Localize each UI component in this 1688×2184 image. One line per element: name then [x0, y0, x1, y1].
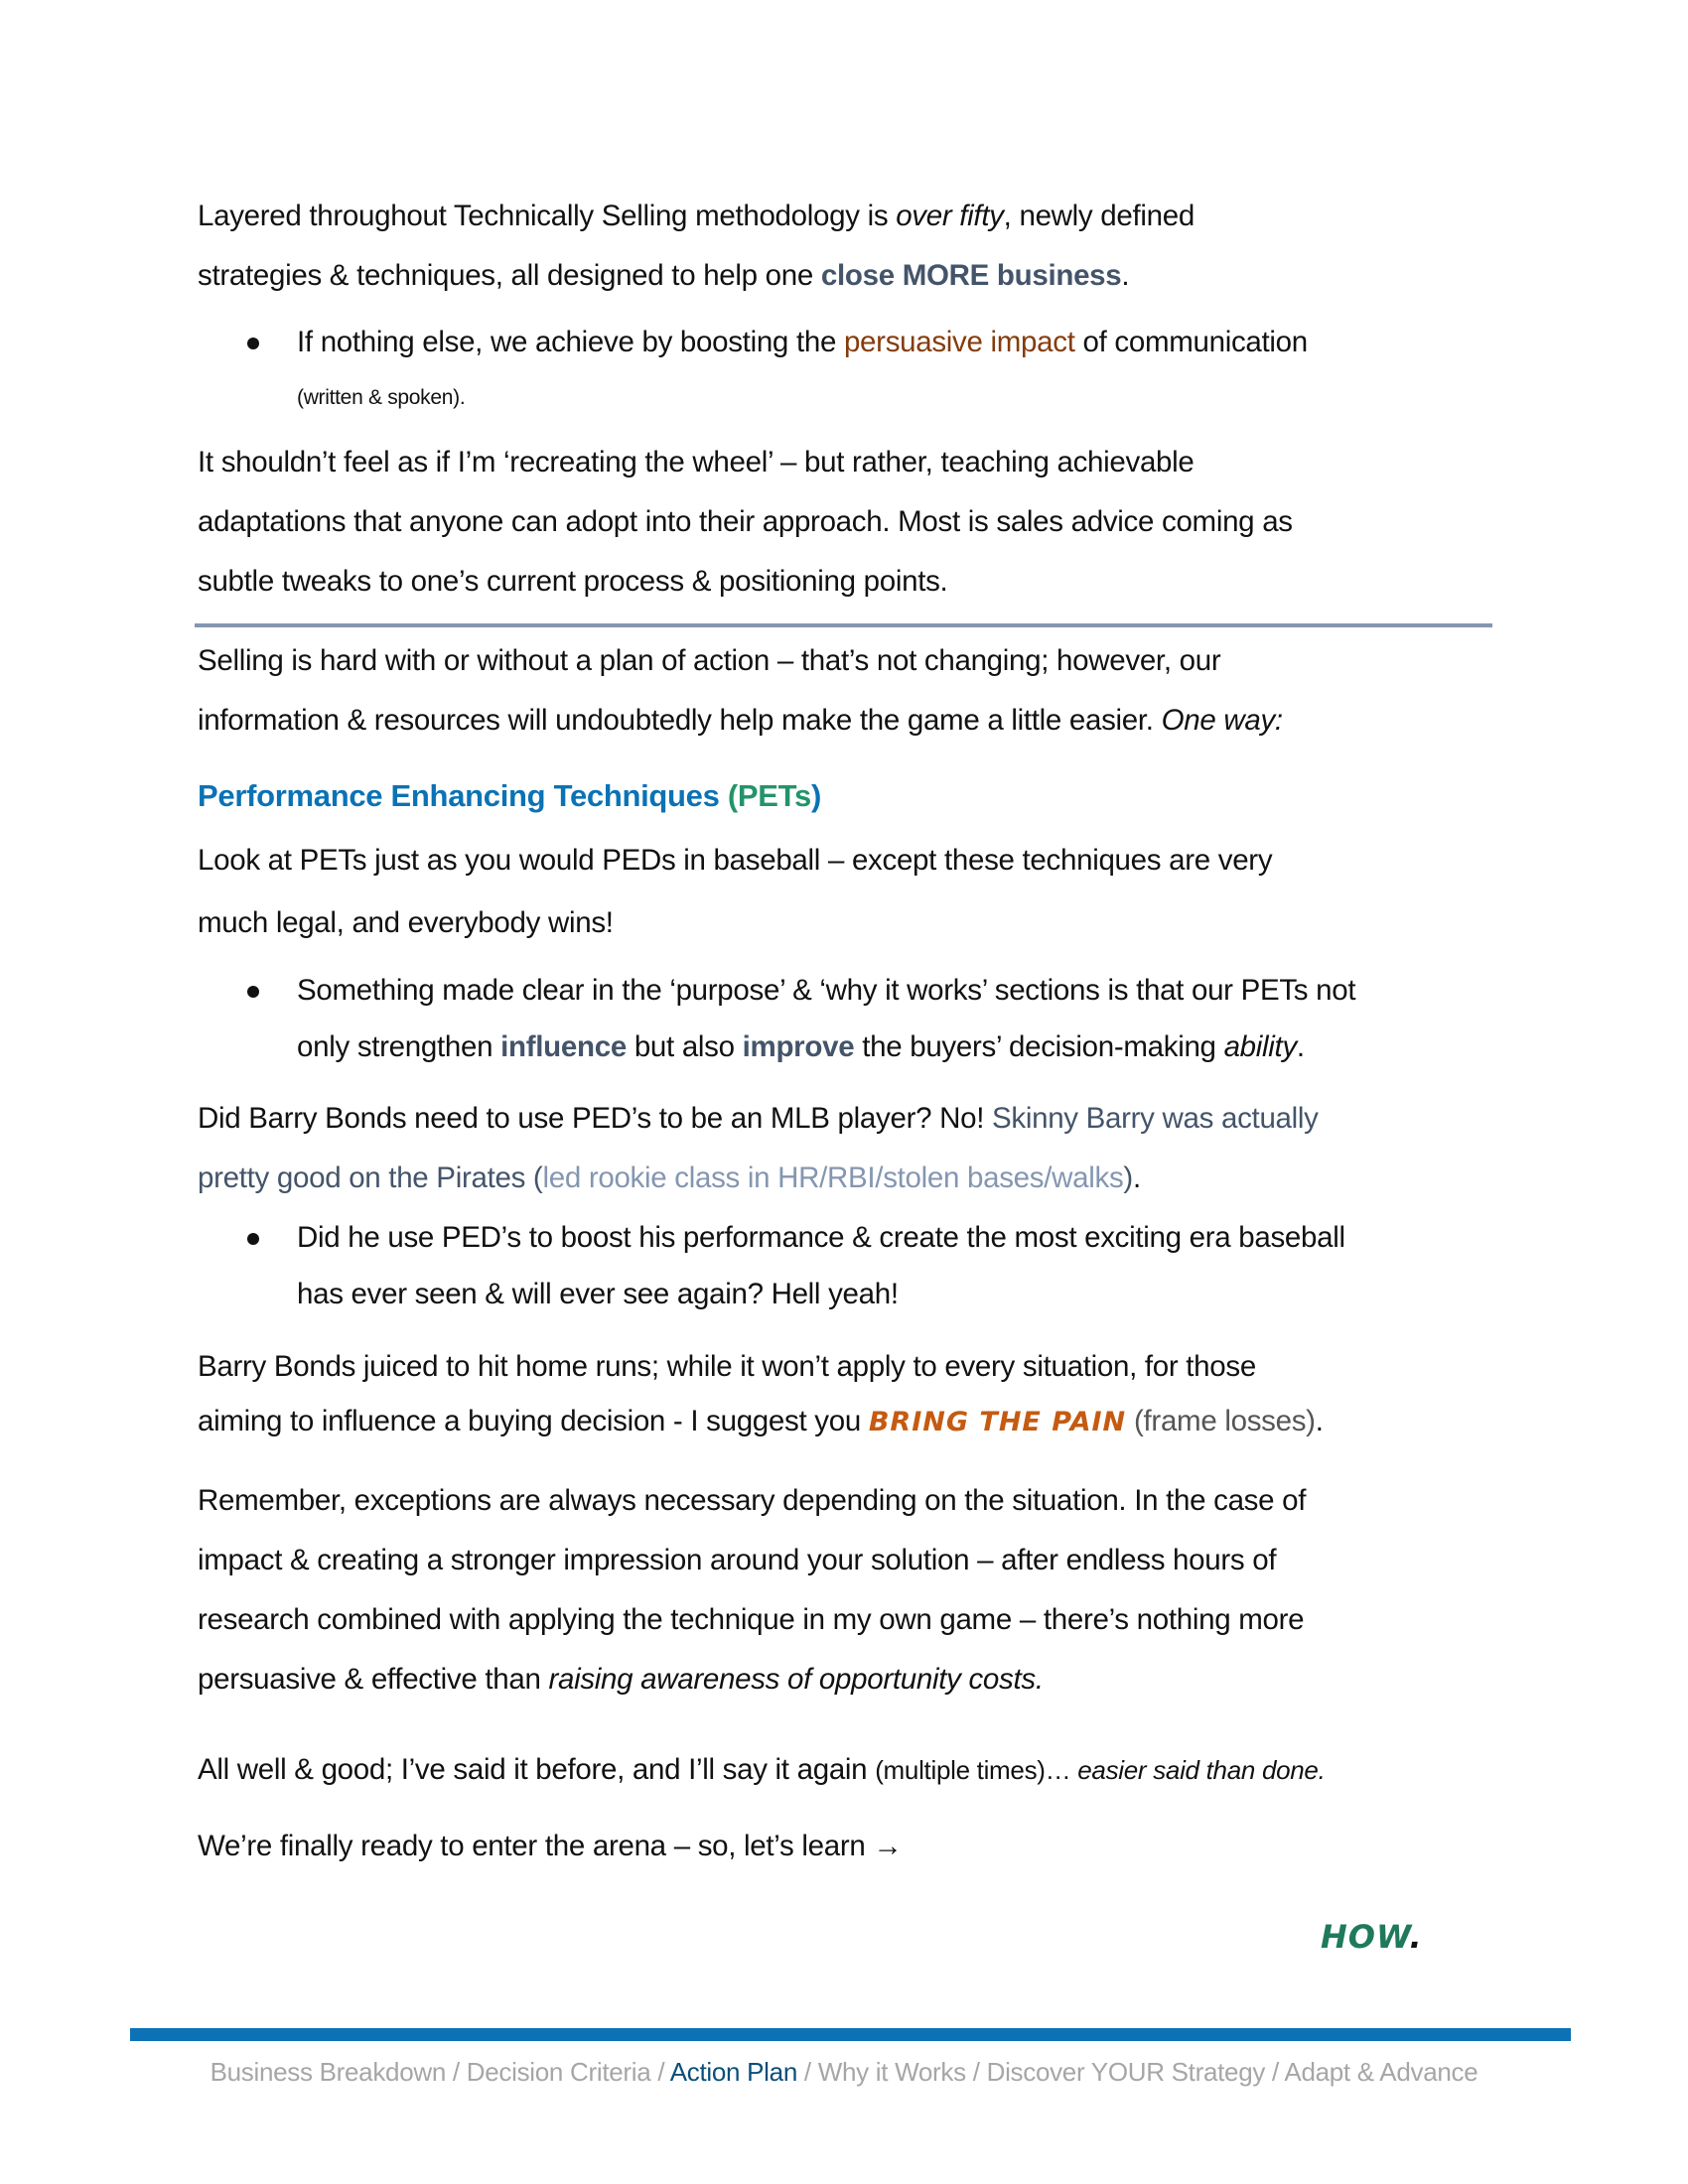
bullet-communication [297, 323, 1308, 362]
how-label [1321, 1918, 1423, 1956]
heading-accent-pets: PETs [737, 778, 811, 813]
paragraph-juiced-line-2 [198, 1402, 1324, 1442]
text: the buyers’ decision-making [854, 1030, 1224, 1063]
separator: / [446, 2057, 467, 2087]
paragraph-exceptions-line-4 [198, 1660, 1044, 1700]
text: strategies & techniques, all designed to help one [198, 259, 821, 292]
highlight-pirates: pretty good on the Pirates ( [198, 1161, 543, 1194]
heading-text: Performance Enhancing Techniques [198, 778, 728, 813]
how-dot: . [1409, 1918, 1423, 1956]
text: Layered throughout Technically Selling methodology is [198, 200, 897, 232]
text: of communication [1074, 326, 1308, 358]
bullet-icon [247, 1233, 259, 1245]
text: aiming to influence a buying decision - I suggest you [198, 1405, 869, 1437]
text: All well & good; I’ve said it before, and I’ll say it again [198, 1753, 876, 1786]
text: . [1296, 1030, 1305, 1063]
bullet-purpose-line-2 [297, 1027, 1305, 1067]
footer-nav-item-business-breakdown[interactable]: Business Breakdown [210, 2057, 446, 2087]
text: information & resources will undoubtedly help make the game a little easier. [198, 704, 1162, 737]
text: We’re finally ready to enter the arena – so, let’s learn [198, 1830, 874, 1862]
text: only strengthen [297, 1030, 501, 1063]
paragraph-arena [198, 1827, 903, 1866]
emphasis-over-fifty: over fifty [896, 200, 1004, 232]
bullet-era-line-1: Did he use PED’s to boost his performance & create the most exciting era baseball [297, 1221, 1345, 1254]
how-text: HOW [1321, 1918, 1410, 1956]
heading-paren: ) [810, 778, 821, 813]
section-divider [195, 623, 1492, 627]
separator: / [650, 2057, 670, 2087]
emphasis-one-way: One way: [1161, 704, 1283, 737]
text: Did Barry Bonds need to use PED’s to be an MLB player? No! [198, 1102, 993, 1135]
paragraph-wheel-line-1: It shouldn’t feel as if I’m ‘recreating the wheel’ – but rather, teaching achievable [198, 446, 1195, 478]
footer-breadcrumb-nav [0, 2057, 1688, 2088]
note-rookie-stats: led rookie class in HR/RBI/stolen bases/walks [542, 1161, 1124, 1194]
text: If nothing else, we achieve by boosting the [297, 326, 844, 358]
emphasis-ability: ability [1223, 1030, 1297, 1063]
paragraph-exceptions-line-2: impact & creating a stronger impression around your solution – after endless hours of [198, 1544, 1277, 1576]
note-frame-losses: (frame losses) [1126, 1405, 1316, 1437]
text: . [1132, 1161, 1141, 1194]
highlight-close-more-business: close MORE business [820, 259, 1122, 292]
bullet-icon [247, 338, 259, 349]
arrow-right-icon: → [873, 1830, 903, 1862]
paragraph-peds-line-1: Look at PETs just as you would PEDs in baseball – except these techniques are very [198, 844, 1273, 877]
text: , newly defined [1003, 200, 1195, 232]
emphasis-opportunity-costs: raising awareness of opportunity costs. [548, 1663, 1044, 1696]
highlight-influence: influence [500, 1030, 627, 1063]
text: persuasive & effective than [198, 1663, 549, 1696]
paragraph-exceptions-line-3: research combined with applying the technique in my own game – there’s nothing more [198, 1603, 1305, 1636]
highlight-improve: improve [742, 1030, 855, 1063]
footer-nav-item-decision-criteria[interactable]: Decision Criteria [466, 2057, 651, 2087]
text: ) [1123, 1161, 1133, 1194]
note-multiple-times: (multiple times)… [875, 1755, 1078, 1785]
footer-nav-item-why-it-works[interactable]: Why it Works [817, 2057, 966, 2087]
highlight-skinny-barry: Skinny Barry was actually [992, 1102, 1319, 1135]
paragraph-intro-line-1 [198, 197, 1195, 236]
bullet-communication-note: (written & spoken). [297, 386, 466, 409]
bullet-purpose-line-1: Something made clear in the ‘purpose’ & ‘why it works’ sections is that our PETs not [297, 974, 1356, 1007]
separator: / [796, 2057, 818, 2087]
text: . [1315, 1405, 1324, 1437]
footer-accent-bar [130, 2028, 1571, 2041]
paragraph-peds-line-2: much legal, and everybody wins! [198, 906, 614, 939]
paragraph-selling-line-2 [198, 701, 1283, 741]
heading-paren: ( [727, 778, 738, 813]
paragraph-selling-line-1: Selling is hard with or without a plan of action – that’s not changing; however, our [198, 644, 1221, 677]
text: but also [626, 1030, 743, 1063]
paragraph-juiced-line-1: Barry Bonds juiced to hit home runs; while it won’t apply to every situation, for those [198, 1350, 1256, 1383]
text: . [1121, 259, 1130, 292]
paragraph-intro-line-2 [198, 256, 1129, 296]
footer-nav-item-discover-your-strategy[interactable]: Discover YOUR Strategy [986, 2057, 1266, 2087]
bullet-icon [247, 986, 259, 998]
emphasis-easier-said: easier said than done. [1077, 1755, 1326, 1785]
paragraph-wheel-line-3: subtle tweaks to one’s current process & positioning points. [198, 565, 948, 598]
paragraph-barry-line-1 [198, 1099, 1319, 1139]
paragraph-all-well [198, 1750, 1326, 1790]
section-heading-pets [198, 776, 821, 816]
footer-nav-item-action-plan[interactable]: Action Plan [669, 2057, 797, 2087]
highlight-bring-the-pain: BRING THE PAIN [868, 1407, 1127, 1437]
paragraph-barry-line-2 [198, 1159, 1141, 1198]
highlight-persuasive-impact: persuasive impact [843, 326, 1075, 358]
paragraph-wheel-line-2: adaptations that anyone can adopt into their approach. Most is sales advice coming as [198, 505, 1293, 538]
paragraph-exceptions-line-1: Remember, exceptions are always necessary depending on the situation. In the case of [198, 1484, 1307, 1517]
separator: / [1265, 2057, 1285, 2087]
bullet-era-line-2: has ever seen & will ever see again? Hell yeah! [297, 1278, 899, 1310]
separator: / [965, 2057, 987, 2087]
footer-nav-item-adapt-advance[interactable]: Adapt & Advance [1284, 2057, 1478, 2087]
